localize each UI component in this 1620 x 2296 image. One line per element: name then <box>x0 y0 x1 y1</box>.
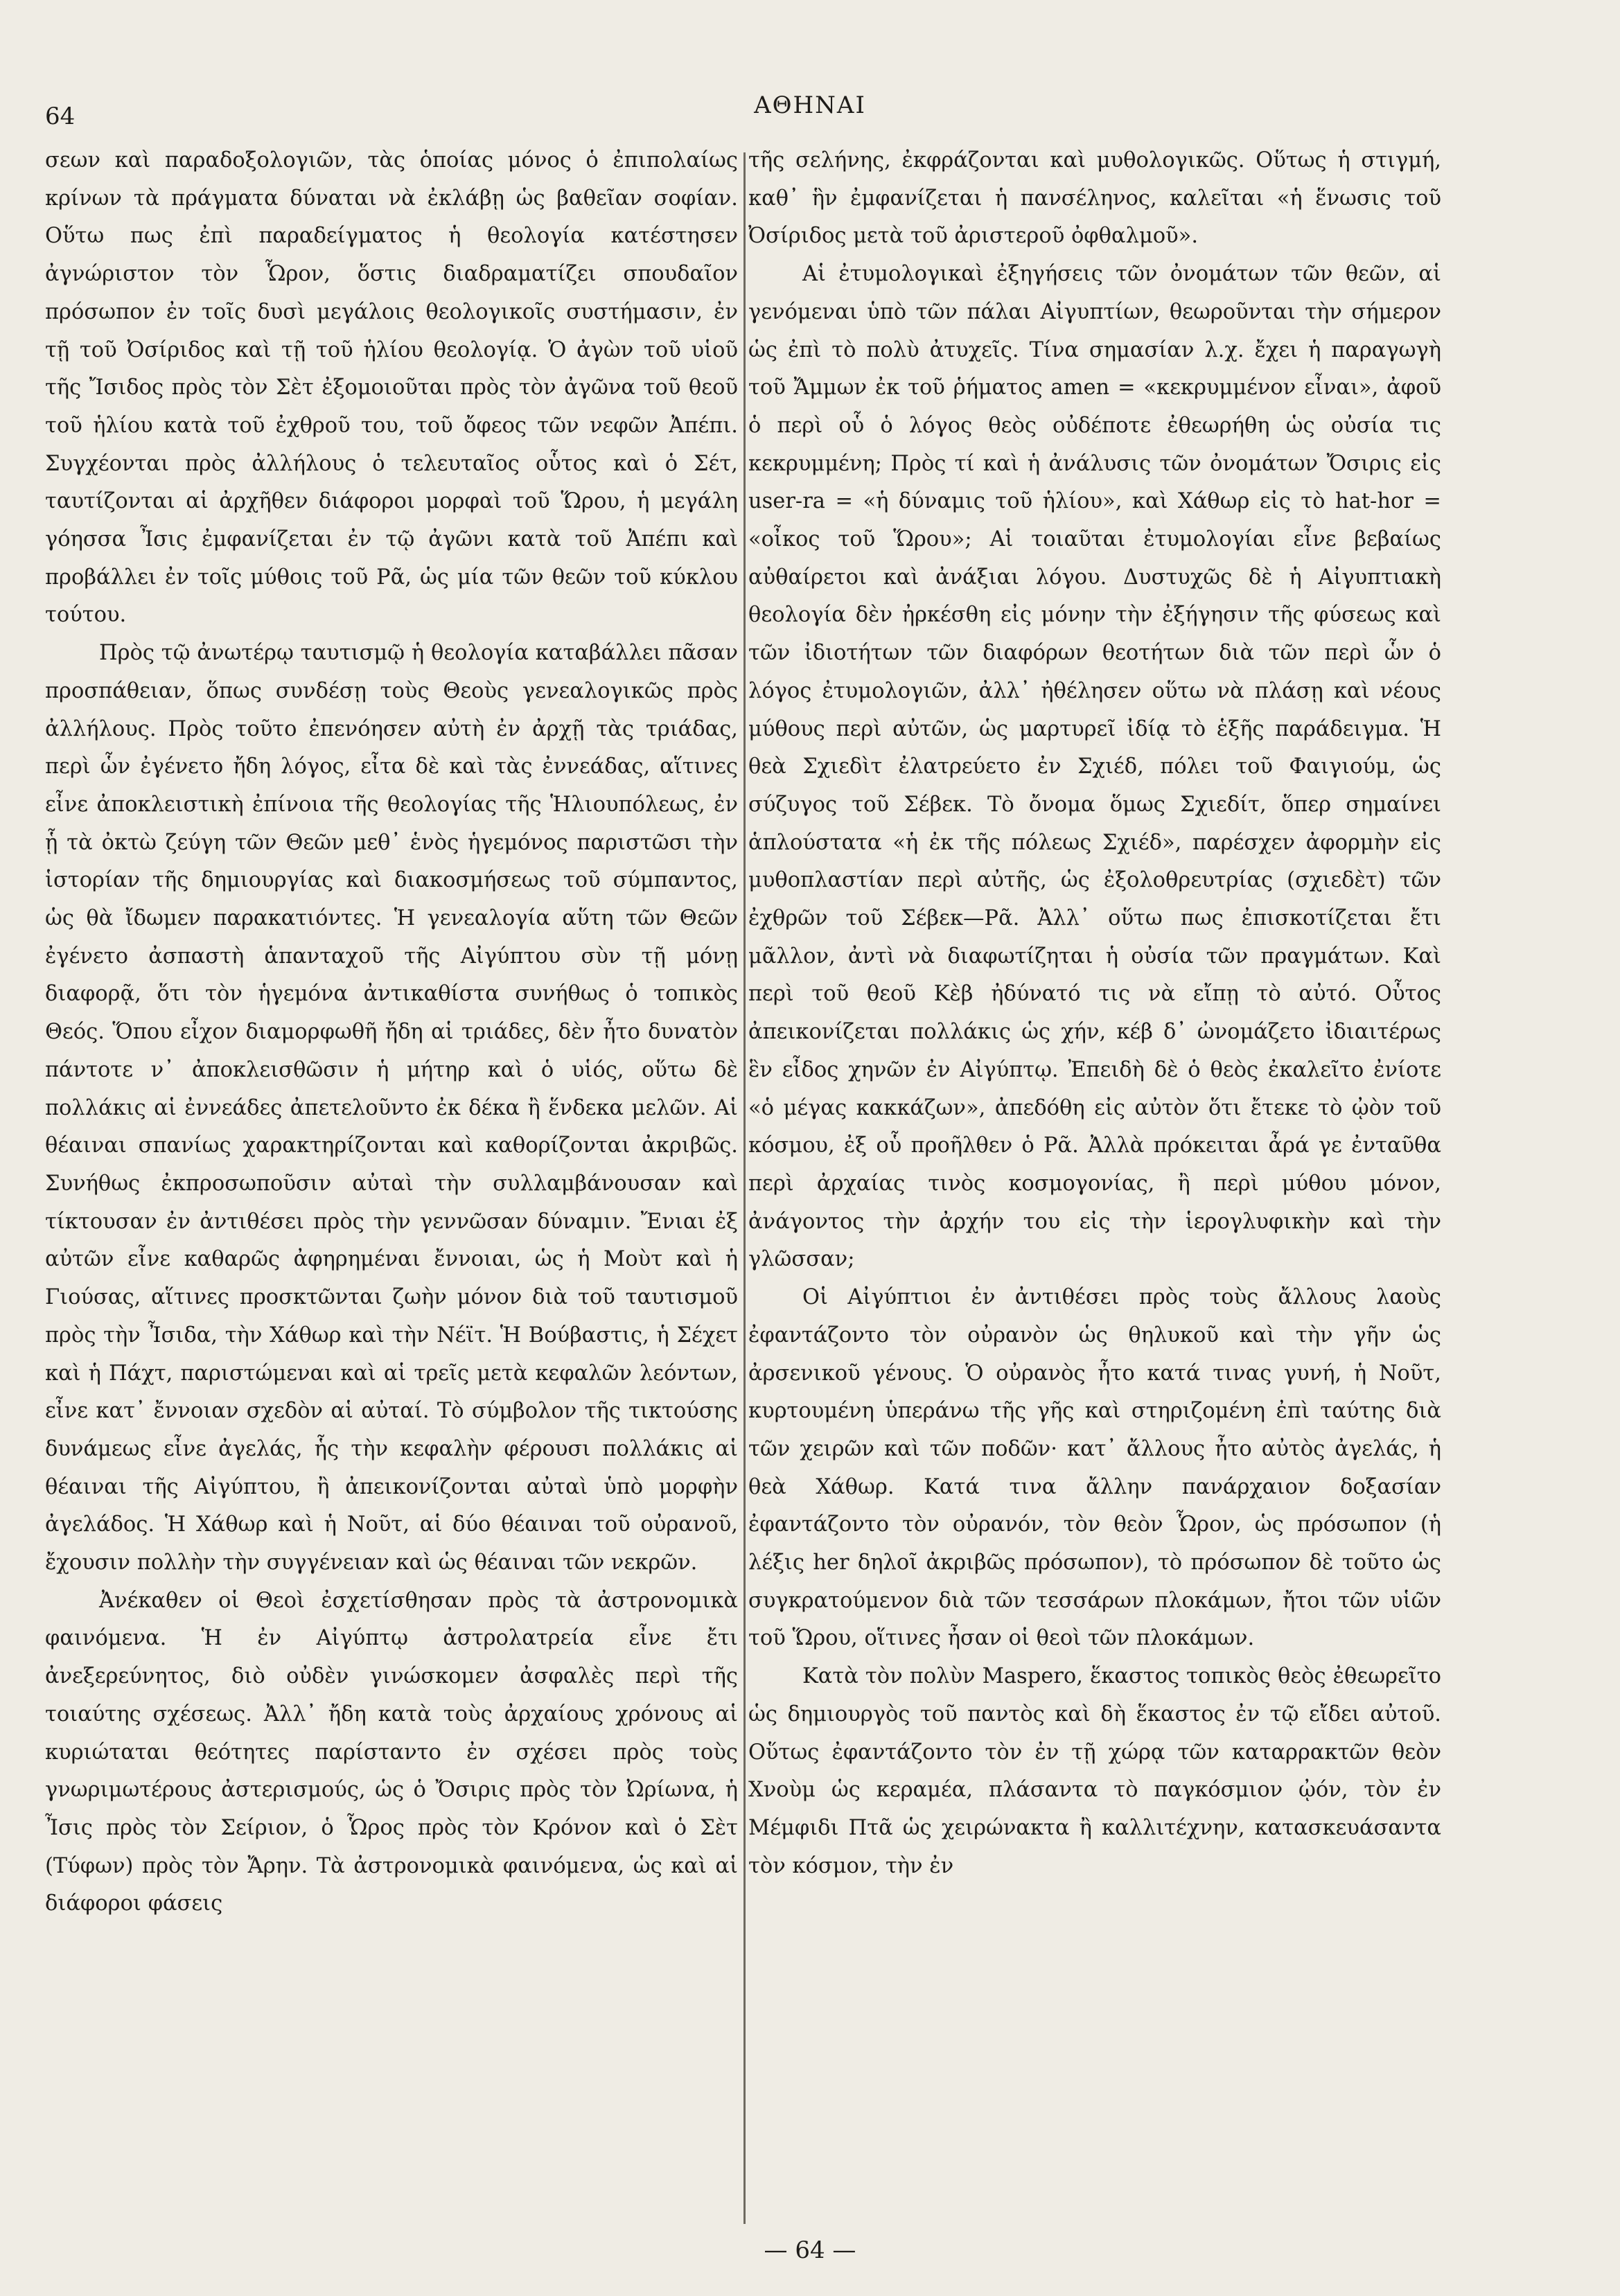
left-column <box>45 142 738 1923</box>
right-paragraph-3: Οἱ Αἰγύπτιοι ἐν ἀντιθέσει πρὸς τοὺς ἄλλους λαοὺς ἐφαντάζοντο τὸν οὐρανὸν ὡς θηλυκοῦ καὶ τὴν γῆν ὡς ἀρσενικοῦ γένους. Ὁ οὐρανὸς ἦτο κατά τινας γυνή, ἡ Νοῦτ, κυρτουμένη ὑπεράνω τῆς γῆς καὶ στηριζομένη ἐπὶ ταύτης διὰ τῶν χειρῶν καὶ τῶν ποδῶν· κατ᾽ ἄλλους ἦτο αὐτὸς ἀγελάς, ἡ θεὰ Χάθωρ. Κατά τινα ἄλλην πανάρχαιον δοξασίαν ἐφαντάζοντο τὸν οὐρανόν, τὸν θεὸν Ὧρον, ὡς πρόσωπον (ἡ λέξις her δηλοῖ ἀκριβῶς πρόσωπον), τὸ πρόσωπον δὲ τοῦτο ὡς συγκρατούμενον διὰ τῶν τεσσάρων πλοκάμων, ἤτοι τῶν υἱῶν τοῦ Ὥρου, οἵτινες ἦσαν οἱ θεοὶ τῶν πλοκάμων. <box>748 1285 1441 1651</box>
running-title: ΑΘΗΝΑΙ <box>754 91 866 119</box>
left-paragraph-1: σεων καὶ παραδοξολογιῶν, τὰς ὁποίας μόνος ὁ ἐπιπολαίως κρίνων τὰ πράγματα δύναται νὰ ἐκλάβῃ ὡς βαθεῖαν σοφίαν. Οὕτω πως ἐπὶ παραδείγματος ἡ θεολογία κατέστησεν ἀγνώριστον τὸν Ὧρον, ὅστις διαδραματίζει σπουδαῖον πρόσωπον ἐν τοῖς δυσὶ μεγάλοις θεολογικοῖς συστήμασιν, ἐν τῇ τοῦ Ὀσίριδος καὶ τῇ τοῦ ἡλίου θεολογίᾳ. Ὁ ἀγὼν τοῦ υἱοῦ τῆς Ἴσιδος πρὸς τὸν Σὲτ ἐξομοιοῦται πρὸς τὸν ἀγῶνα τοῦ θεοῦ τοῦ ἡλίου κατὰ τοῦ ἐχθροῦ του, τοῦ ὄφεος τῶν νεφῶν Ἀπέπι. Συγχέονται πρὸς ἀλλήλους ὁ τελευταῖος οὗτος καὶ ὁ Σέτ, ταυτίζονται αἱ ἀρχῆθεν διάφοροι μορφαὶ τοῦ Ὥρου, ἡ μεγάλη γόησσα Ἶσις ἐμφανίζεται ἐν τῷ ἀγῶνι κατὰ τοῦ Ἀπέπι καὶ προβάλλει ἐν τοῖς μύθοις τοῦ Ρᾶ, ὡς μία τῶν θεῶν τοῦ κύκλου τούτου. <box>45 148 738 628</box>
left-paragraph-2: Πρὸς τῷ ἀνωτέρῳ ταυτισμῷ ἡ θεολογία καταβάλλει πᾶσαν προσπάθειαν, ὅπως συνδέσῃ τοὺς Θεοὺς γενεαλογικῶς πρὸς ἀλλήλους. Πρὸς τοῦτο ἐπενόησεν αὐτὴ ἐν ἀρχῇ τὰς τριάδας, περὶ ὧν ἐγένετο ἤδη λόγος, εἶτα δὲ καὶ τὰς ἐννεάδας, αἵτινες εἶνε ἀποκλειστικὴ ἐπίνοια τῆς θεολογίας τῆς Ἡλιουπόλεως, ἐν ᾗ τὰ ὀκτὼ ζεύγη τῶν Θεῶν μεθ᾽ ἑνὸς ἡγεμόνος παριστῶσι τὴν ἱστορίαν τῆς δημιουργίας καὶ διακοσμήσεως τοῦ σύμπαντος, ὡς θὰ ἴδωμεν παρακατιόντες. Ἡ γενεαλογία αὕτη τῶν Θεῶν ἐγένετο ἀσπαστὴ ἁπανταχοῦ τῆς Αἰγύπτου σὺν τῇ μόνῃ διαφορᾷ, ὅτι τὸν ἡγεμόνα ἀντικαθίστα συνήθως ὁ τοπικὸς Θεός. Ὅπου εἶχον διαμορφωθῆ ἤδη αἱ τριάδες, δὲν ἦτο δυνατὸν πάντοτε ν᾽ ἀποκλεισθῶσιν ἡ μήτηρ καὶ ὁ υἱός, οὕτω δὲ πολλάκις αἱ ἐννεάδες ἀπετελοῦντο ἐκ δέκα ἢ ἕνδεκα μελῶν. Αἱ θέαιναι σπανίως χαρακτηρίζονται καὶ καθορίζονται ἀκριβῶς. Συνήθως ἐκπροσωποῦσιν αὐταὶ τὴν συλλαμβάνουσαν καὶ τίκτουσαν ἐν ἀντιθέσει πρὸς τὴν γεννῶσαν δύναμιν. Ἔνιαι ἐξ αὐτῶν εἶνε καθαρῶς ἀφηρημέναι ἔννοιαι, ὡς ἡ Μοὺτ καὶ ἡ Γιούσας, αἵτινες προσκτῶνται ζωὴν μόνον διὰ τοῦ ταυτισμοῦ πρὸς τὴν Ἶσιδα, τὴν Χάθωρ καὶ τὴν Νέϊτ. Ἡ Βούβαστις, ἡ Σέχετ καὶ ἡ Πάχτ, παριστώμεναι καὶ αἱ τρεῖς μετὰ κεφαλῶν λεόντων, εἶνε κατ᾽ ἔννοιαν σχεδὸν αἱ αὐταί. Τὸ σύμβολον τῆς τικτούσης δυνάμεως εἶνε ἀγελάς, ἧς τὴν κεφαλὴν φέρουσι πολλάκις αἱ θέαιναι τῆς Αἰγύπτου, ἢ ἀπεικονίζονται αὐταὶ ὑπὸ μορφὴν ἀγελάδος. Ἡ Χάθωρ καὶ ἡ Νοῦτ, αἱ δύο θέαιναι τοῦ οὐρανοῦ, ἔχουσιν πολλὴν τὴν συγγένειαν καὶ ὡς θέαιναι τῶν νεκρῶν. <box>45 641 738 1575</box>
left-paragraph-3: Ἀνέκαθεν οἱ Θεοὶ ἐσχετίσθησαν πρὸς τὰ ἀστρονομικὰ φαινόμενα. Ἡ ἐν Αἰγύπτῳ ἀστρολατρεία εἶνε ἔτι ἀνεξερεύνητος, διὸ οὐδὲν γινώσκομεν ἀσφαλὲς περὶ τῆς τοιαύτης σχέσεως. Ἀλλ᾽ ἤδη κατὰ τοὺς ἀρχαίους χρόνους αἱ κυριώταται θεότητες παρίσταντο ἐν σχέσει πρὸς τοὺς γνωριμωτέρους ἀστερισμούς, ὡς ὁ Ὄσιρις πρὸς τὸν Ὠρίωνα, ἡ Ἶσις πρὸς τὸν Σείριον, ὁ Ὧρος πρὸς τὸν Κρόνον καὶ ὁ Σὲτ (Τύφων) πρὸς τὸν Ἄρην. Τὰ ἀστρονομικὰ φαινόμενα, ὡς καὶ αἱ διάφοροι φάσεις <box>45 1588 738 1916</box>
page-footer: — 64 — <box>764 2236 856 2264</box>
right-paragraph-4: Κατὰ τὸν πολὺν Maspero, ἕκαστος τοπικὸς θεὸς ἐθεωρεῖτο ὡς δημιουργὸς τοῦ παντὸς καὶ δὴ ἕκαστος ἐν τῷ εἴδει αὐτοῦ. Οὕτως ἐφαντάζοντο τὸν ἐν τῇ χώρᾳ τῶν καταρρακτῶν θεὸν Χνοὺμ ὡς κεραμέα, πλάσαντα τὸ παγκόσμιον ᾠόν, τὸν ἐν Μέμφιδι Πτᾶ ὡς χειρώνακτα ἢ καλλιτέχνην, κατασκευάσαντα τὸν κόσμον, τὴν ἐν <box>748 1664 1441 1878</box>
right-paragraph-2: Αἱ ἐτυμολογικαὶ ἐξηγήσεις τῶν ὀνομάτων τῶν θεῶν, αἱ γενόμεναι ὑπὸ τῶν πάλαι Αἰγυπτίων, θεωροῦνται τὴν σήμερον ὡς ἐπὶ τὸ πολὺ ἀτυχεῖς. Τίνα σημασίαν λ.χ. ἔχει ἡ παραγωγὴ τοῦ Ἄμμων ἐκ τοῦ ῥήματος amen = «κεκρυμμένον εἶναι», ἀφοῦ ὁ περὶ οὗ ὁ λόγος θεὸς οὐδέποτε ἐθεωρήθη ὡς οὐσία τις κεκρυμμένη; Πρὸς τί καὶ ἡ ἀνάλυσις τῶν ὀνομάτων Ὄσιρις εἰς user-ra = «ἡ δύναμις τοῦ ἡλίου», καὶ Χάθωρ εἰς τὸ hat-hor = «οἶκος τοῦ Ὥρου»; Αἱ τοιαῦται ἐτυμολογίαι εἶνε βεβαίως αὐθαίρετοι καὶ ἀνάξιαι λόγου. Δυστυχῶς δὲ ἡ Αἰγυπτιακὴ θεολογία δὲν ἠρκέσθη εἰς μόνην τὴν ἐξήγησιν τῆς φύσεως καὶ τῶν ἰδιοτήτων τῶν διαφόρων θεοτήτων διὰ τῶν περὶ ὧν ὁ λόγος ἐτυμολογιῶν, ἀλλ᾽ ἠθέλησεν οὕτω νὰ πλάσῃ καὶ νέους μύθους περὶ αὐτῶν, ὡς μαρτυρεῖ ἰδίᾳ τὸ ἑξῆς παράδειγμα. Ἡ θεὰ Σχιεδὶτ ἐλατρεύετο ἐν Σχιέδ, πόλει τοῦ Φαιγιούμ, ὡς σύζυγος τοῦ Σέβεκ. Τὸ ὄνομα ὅμως Σχιεδίτ, ὅπερ σημαίνει ἁπλούστατα «ἡ ἐκ τῆς πόλεως Σχιέδ», παρέσχεν ἀφορμὴν εἰς μυθοπλαστίαν περὶ αὐτῆς, ὡς ἐξολοθρευτρίας (σχιεδὲτ) τῶν ἐχθρῶν τοῦ Σέβεκ—Ρᾶ. Ἀλλ᾽ οὕτω πως ἐπισκοτίζεται ἔτι μᾶλλον, ἀντὶ νὰ διαφωτίζηται ἡ οὐσία τῶν πραγμάτων. Καὶ περὶ τοῦ θεοῦ Κὲβ ἠδύνατό τις νὰ εἴπῃ τὸ αὐτό. Οὗτος ἀπεικονίζεται πολλάκις ὡς χήν, κέβ δ᾽ ὠνομάζετο ἰδιαιτέρως ἓν εἶδος χηνῶν ἐν Αἰγύπτῳ. Ἐπειδὴ δὲ ὁ θεὸς ἐκαλεῖτο ἐνίοτε «ὁ μέγας κακκάζων», ἀπεδόθη εἰς αὐτὸν ὅτι ἔτεκε τὸ ᾠὸν τοῦ κόσμου, ἐξ οὗ προῆλθεν ὁ Ρᾶ. Ἀλλὰ πρόκειται ἆρά γε ἐνταῦθα περὶ ἀρχαίας τινὸς κοσμογονίας, ἢ περὶ μύθου μόνον, ἀνάγοντος τὴν ἀρχήν του εἰς τὴν ἱερογλυφικὴν καὶ τὴν γλῶσσαν; <box>748 262 1441 1272</box>
page-number: 64 <box>45 103 76 130</box>
right-paragraph-1: τῆς σελήνης, ἐκφράζονται καὶ μυθολογικῶς. Οὕτως ἡ στιγμή, καθ᾽ ἣν ἐμφανίζεται ἡ πανσέληνος, καλεῖται «ἡ ἕνωσις τοῦ Ὀσίριδος μετὰ τοῦ ἀριστεροῦ ὀφθαλμοῦ». <box>748 148 1441 249</box>
column-rule <box>743 152 746 2224</box>
right-column <box>748 142 1441 1885</box>
